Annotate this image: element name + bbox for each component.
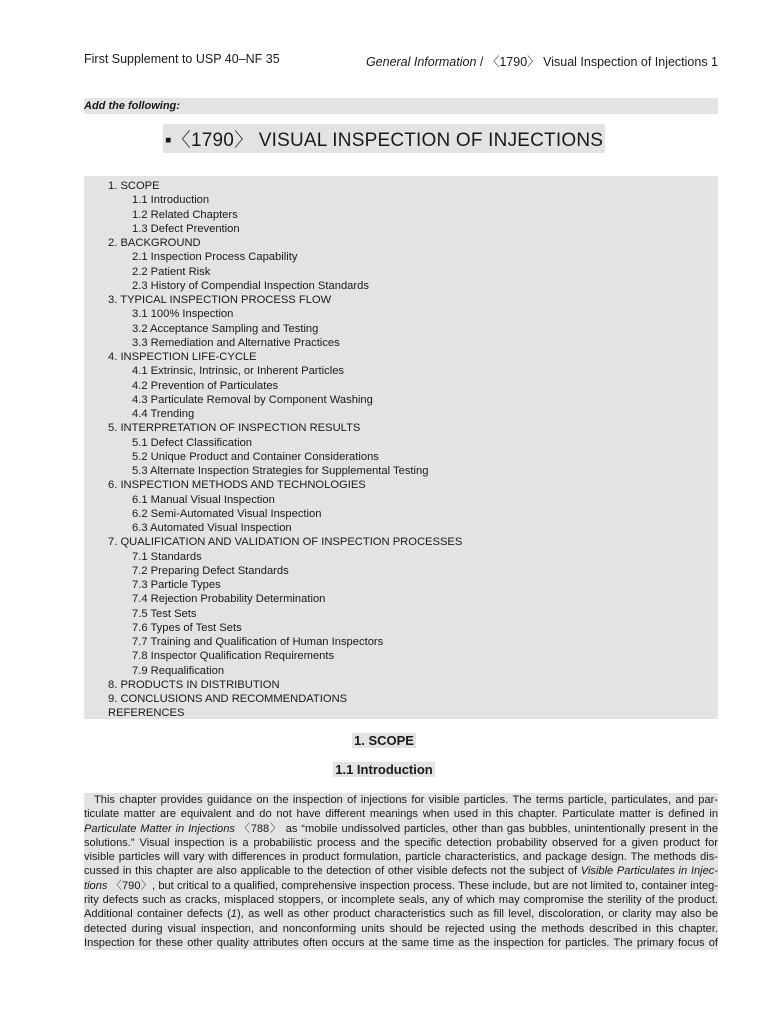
add-note: Add the following: <box>84 98 718 114</box>
toc-subsection-link: 2.2 Patient Risk <box>132 265 211 278</box>
paragraph-line <box>84 836 718 850</box>
header-category: General Information <box>365 55 477 69</box>
toc-subsection-link: 4.1 Extrinsic, Intrinsic, or Inherent Particles <box>132 365 345 378</box>
toc-subsection-link: 3.1 100% Inspection <box>132 308 234 321</box>
section-heading <box>0 733 768 748</box>
toc-subsection-link: 7.1 Standards <box>132 550 202 563</box>
italic-reference: 1 <box>230 908 237 921</box>
text-run: rity defects such as cracks, misplaced stoppers, or incomplete seals, any of which may compromise the sterility of the product. <box>84 894 718 907</box>
paragraph-line <box>84 822 718 836</box>
paragraph-line <box>84 879 718 893</box>
toc-subsection-link: 6.2 Semi-Automated Visual Inspection <box>132 507 322 520</box>
header-publication: First Supplement to USP 40–NF 35 <box>84 52 280 66</box>
text-run: Inspection for these other quality attributes often occurs at the same time as the inspection for particles. The primary focus of <box>84 936 718 949</box>
toc-section-link: 1. SCOPE <box>108 180 160 192</box>
text-run: detected during visual inspection, and nonconforming units should be rejected using the methods described in this chapter. <box>84 922 718 935</box>
toc-subsection-link: 1.3 Defect Prevention <box>132 222 240 235</box>
toc-subsection-link: 5.2 Unique Product and Container Considerations <box>132 450 379 463</box>
section-heading-text: 1. SCOPE <box>354 733 414 748</box>
text-run: This chapter provides guidance on the inspection of injections for visible particles. The terms particle, particulates, and par- <box>94 794 718 806</box>
text-run: ), as well as other product characteristics such as fill level, discoloration, or clarity may also be <box>236 908 718 921</box>
header-chapter-title: / 〈1790〉 Visual Inspection of Injections 1 <box>476 55 718 69</box>
toc-subsection-link: 7.8 Inspector Qualification Requirements <box>132 650 335 663</box>
toc-subsection-link: 6.1 Manual Visual Inspection <box>132 493 275 506</box>
toc-subsection-link: 7.6 Types of Test Sets <box>132 621 242 634</box>
toc-subsection-link: 4.4 Trending <box>132 408 195 420</box>
toc-subsection-link: 7.2 Preparing Defect Standards <box>132 564 289 577</box>
paragraph-line <box>84 936 718 950</box>
paragraph-line <box>84 807 718 821</box>
paragraph-line <box>84 907 718 921</box>
toc-section-link: 6. INSPECTION METHODS AND TECHNOLOGIES <box>108 479 366 492</box>
paragraph-line <box>84 793 718 807</box>
toc-subsection-link: 5.1 Defect Classification <box>132 436 253 449</box>
toc-subsection-link: 7.7 Training and Qualification of Human Inspectors <box>132 636 384 648</box>
page-header <box>84 52 718 70</box>
toc-subsection-link: 1.2 Related Chapters <box>132 208 238 221</box>
toc-section-link: 4. INSPECTION LIFE-CYCLE <box>108 351 257 363</box>
header-chapter <box>366 52 718 70</box>
text-run: ticulate matter are equivalent and do not have different meanings when used in this chapter. Particulate matter is defined in <box>84 808 718 821</box>
paragraph-line <box>84 893 718 907</box>
italic-reference: Visible Particulates in Injec- <box>580 865 718 878</box>
text-run: cussed in this chapter are also applicable to the detection of other visible defects not the subject of <box>84 865 581 878</box>
toc-subsection-link: 6.3 Automated Visual Inspection <box>132 522 292 534</box>
subsection-heading-text: 1.1 Introduction <box>335 762 433 777</box>
toc-subsection-link: 5.3 Alternate Inspection Strategies for Supplemental Testing <box>132 465 429 477</box>
toc-section-link: 9. CONCLUSIONS AND RECOMMENDATIONS <box>108 693 348 705</box>
subsection-heading <box>0 762 768 777</box>
table-of-contents <box>84 176 718 719</box>
chapter-title-block <box>0 124 768 153</box>
toc-section-link: 5. INTERPRETATION OF INSPECTION RESULTS <box>108 422 361 435</box>
text-run: visible particles will vary with differences in product formulation, particle characteristics, and package design. The methods dis- <box>84 851 718 864</box>
toc-section-link: 2. BACKGROUND <box>108 237 201 249</box>
toc-subsection-link: 2.3 History of Compendial Inspection Standards <box>132 279 369 292</box>
toc-subsection-link: 1.1 Introduction <box>132 194 210 207</box>
text-run: 〈790〉, but critical to a qualified, comprehensive inspection process. These include, but are not limited to, container integ- <box>107 879 718 892</box>
paragraph-line <box>84 850 718 864</box>
toc-section-link: 8. PRODUCTS IN DISTRIBUTION <box>108 678 280 691</box>
toc-subsection-link: 7.3 Particle Types <box>132 579 221 591</box>
toc-subsection-link: 7.5 Test Sets <box>132 607 197 620</box>
toc-subsection-link: 4.3 Particulate Removal by Component Washing <box>132 393 373 406</box>
italic-reference: tions <box>84 879 108 892</box>
text-run: 〈788〉 as “mobile undissolved particles, other than gas bubbles, unintentionally present in the <box>234 822 718 835</box>
toc-subsection-link: 3.2 Acceptance Sampling and Testing <box>132 322 319 335</box>
paragraph-line <box>84 864 718 878</box>
text-run: solutions.” Visual inspection is a probabilistic process and the specific detection probability observed for a given product for <box>84 836 718 849</box>
paragraph-line <box>84 922 718 936</box>
toc-subsection-link: 3.3 Remediation and Alternative Practices <box>132 336 340 349</box>
italic-reference: Particulate Matter in Injections <box>84 822 235 835</box>
text-run: Additional container defects ( <box>84 908 231 921</box>
toc-section-link: 3. TYPICAL INSPECTION PROCESS FLOW <box>108 294 332 306</box>
toc-subsection-link: 2.1 Inspection Process Capability <box>132 251 298 264</box>
toc-subsection-link: 7.9 Requalification <box>132 664 225 677</box>
toc-section-link: 7. QUALIFICATION AND VALIDATION OF INSPECTION PROCESSES <box>108 536 463 549</box>
toc-section-link: REFERENCES <box>108 707 185 720</box>
toc-subsection-link: 7.4 Rejection Probability Determination <box>132 593 326 606</box>
chapter-title: ▪〈1790〉 VISUAL INSPECTION OF INJECTIONS <box>163 124 605 153</box>
intro-paragraph <box>84 793 718 950</box>
toc-subsection-link: 4.2 Prevention of Particulates <box>132 379 279 392</box>
